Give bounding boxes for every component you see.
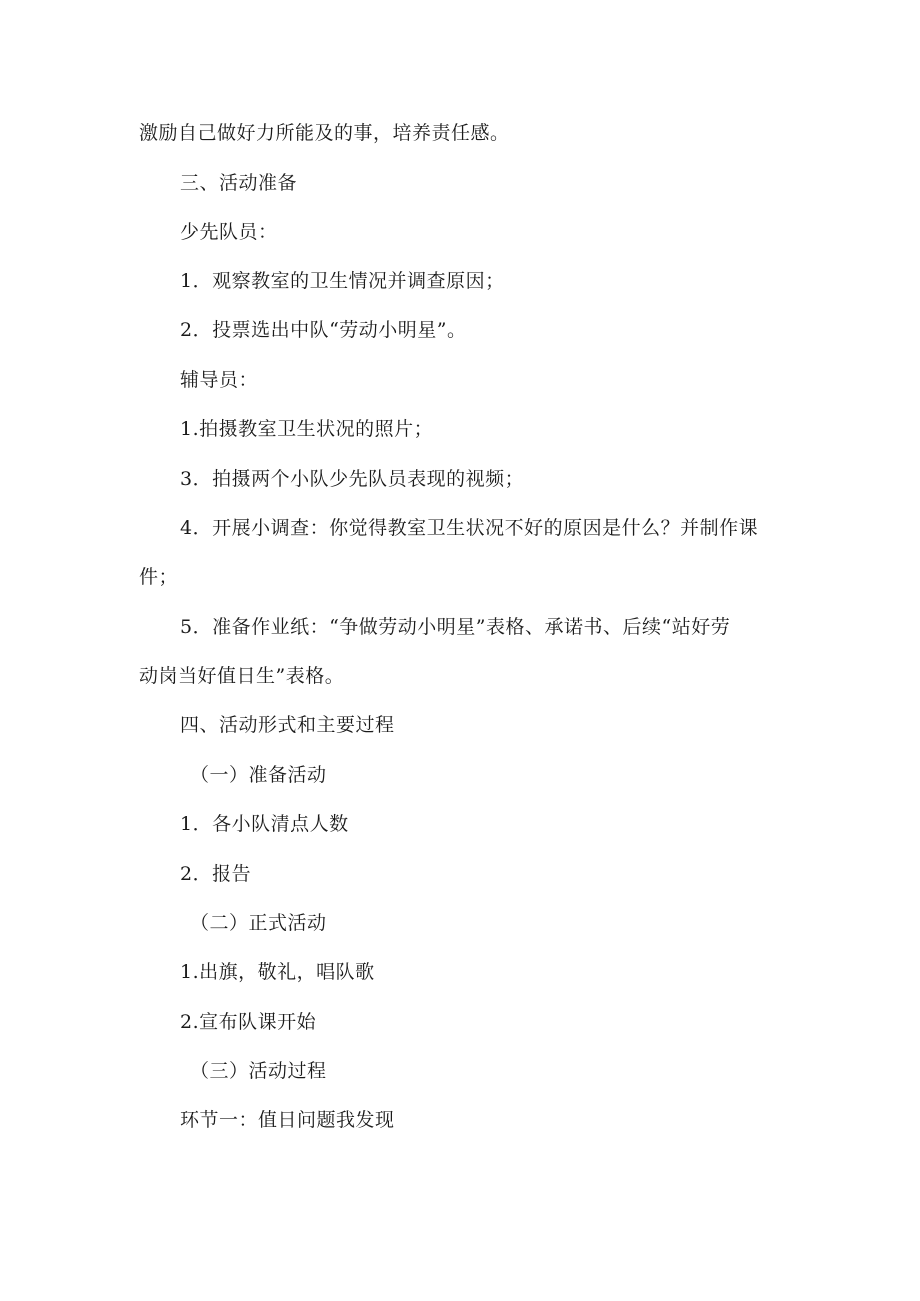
section-heading-preparation: 三、活动准备	[180, 172, 298, 194]
list-item: 2.宣布队课开始	[180, 1011, 317, 1033]
subheading-counselor: 辅导员：	[180, 369, 259, 391]
list-item: 1．各小队清点人数	[180, 813, 349, 835]
list-item: 2．报告	[180, 863, 252, 885]
list-item-continuation: 动岗当好值日生”表格。	[139, 665, 345, 687]
list-item: 5．准备作业纸：“争做劳动小明星”表格、承诺书、后续“站好劳	[180, 616, 731, 638]
subsection-heading: （一）准备活动	[190, 764, 327, 786]
list-item: 1．观察教室的卫生情况并调查原因；	[180, 270, 505, 292]
list-item: 3．拍摄两个小队少先队员表现的视频；	[180, 468, 525, 490]
subsection-heading: （二）正式活动	[190, 912, 327, 934]
paragraph-continuation: 激励自己做好力所能及的事，培养责任感。	[139, 122, 510, 144]
list-item: 4．开展小调查：你觉得教室卫生状况不好的原因是什么？并制作课	[180, 517, 759, 539]
list-item: 1.出旗，敬礼，唱队歌	[180, 961, 375, 983]
list-item: 2．投票选出中队“劳动小明星”。	[180, 319, 467, 341]
section-heading-process: 四、活动形式和主要过程	[180, 714, 395, 736]
list-item-continuation: 件；	[139, 566, 179, 588]
subsection-heading: （三）活动过程	[190, 1060, 327, 1082]
subheading-young-pioneers: 少先队员：	[180, 221, 278, 243]
list-item: 1.拍摄教室卫生状况的照片；	[180, 418, 434, 440]
step-heading: 环节一：值日问题我发现	[180, 1109, 395, 1131]
